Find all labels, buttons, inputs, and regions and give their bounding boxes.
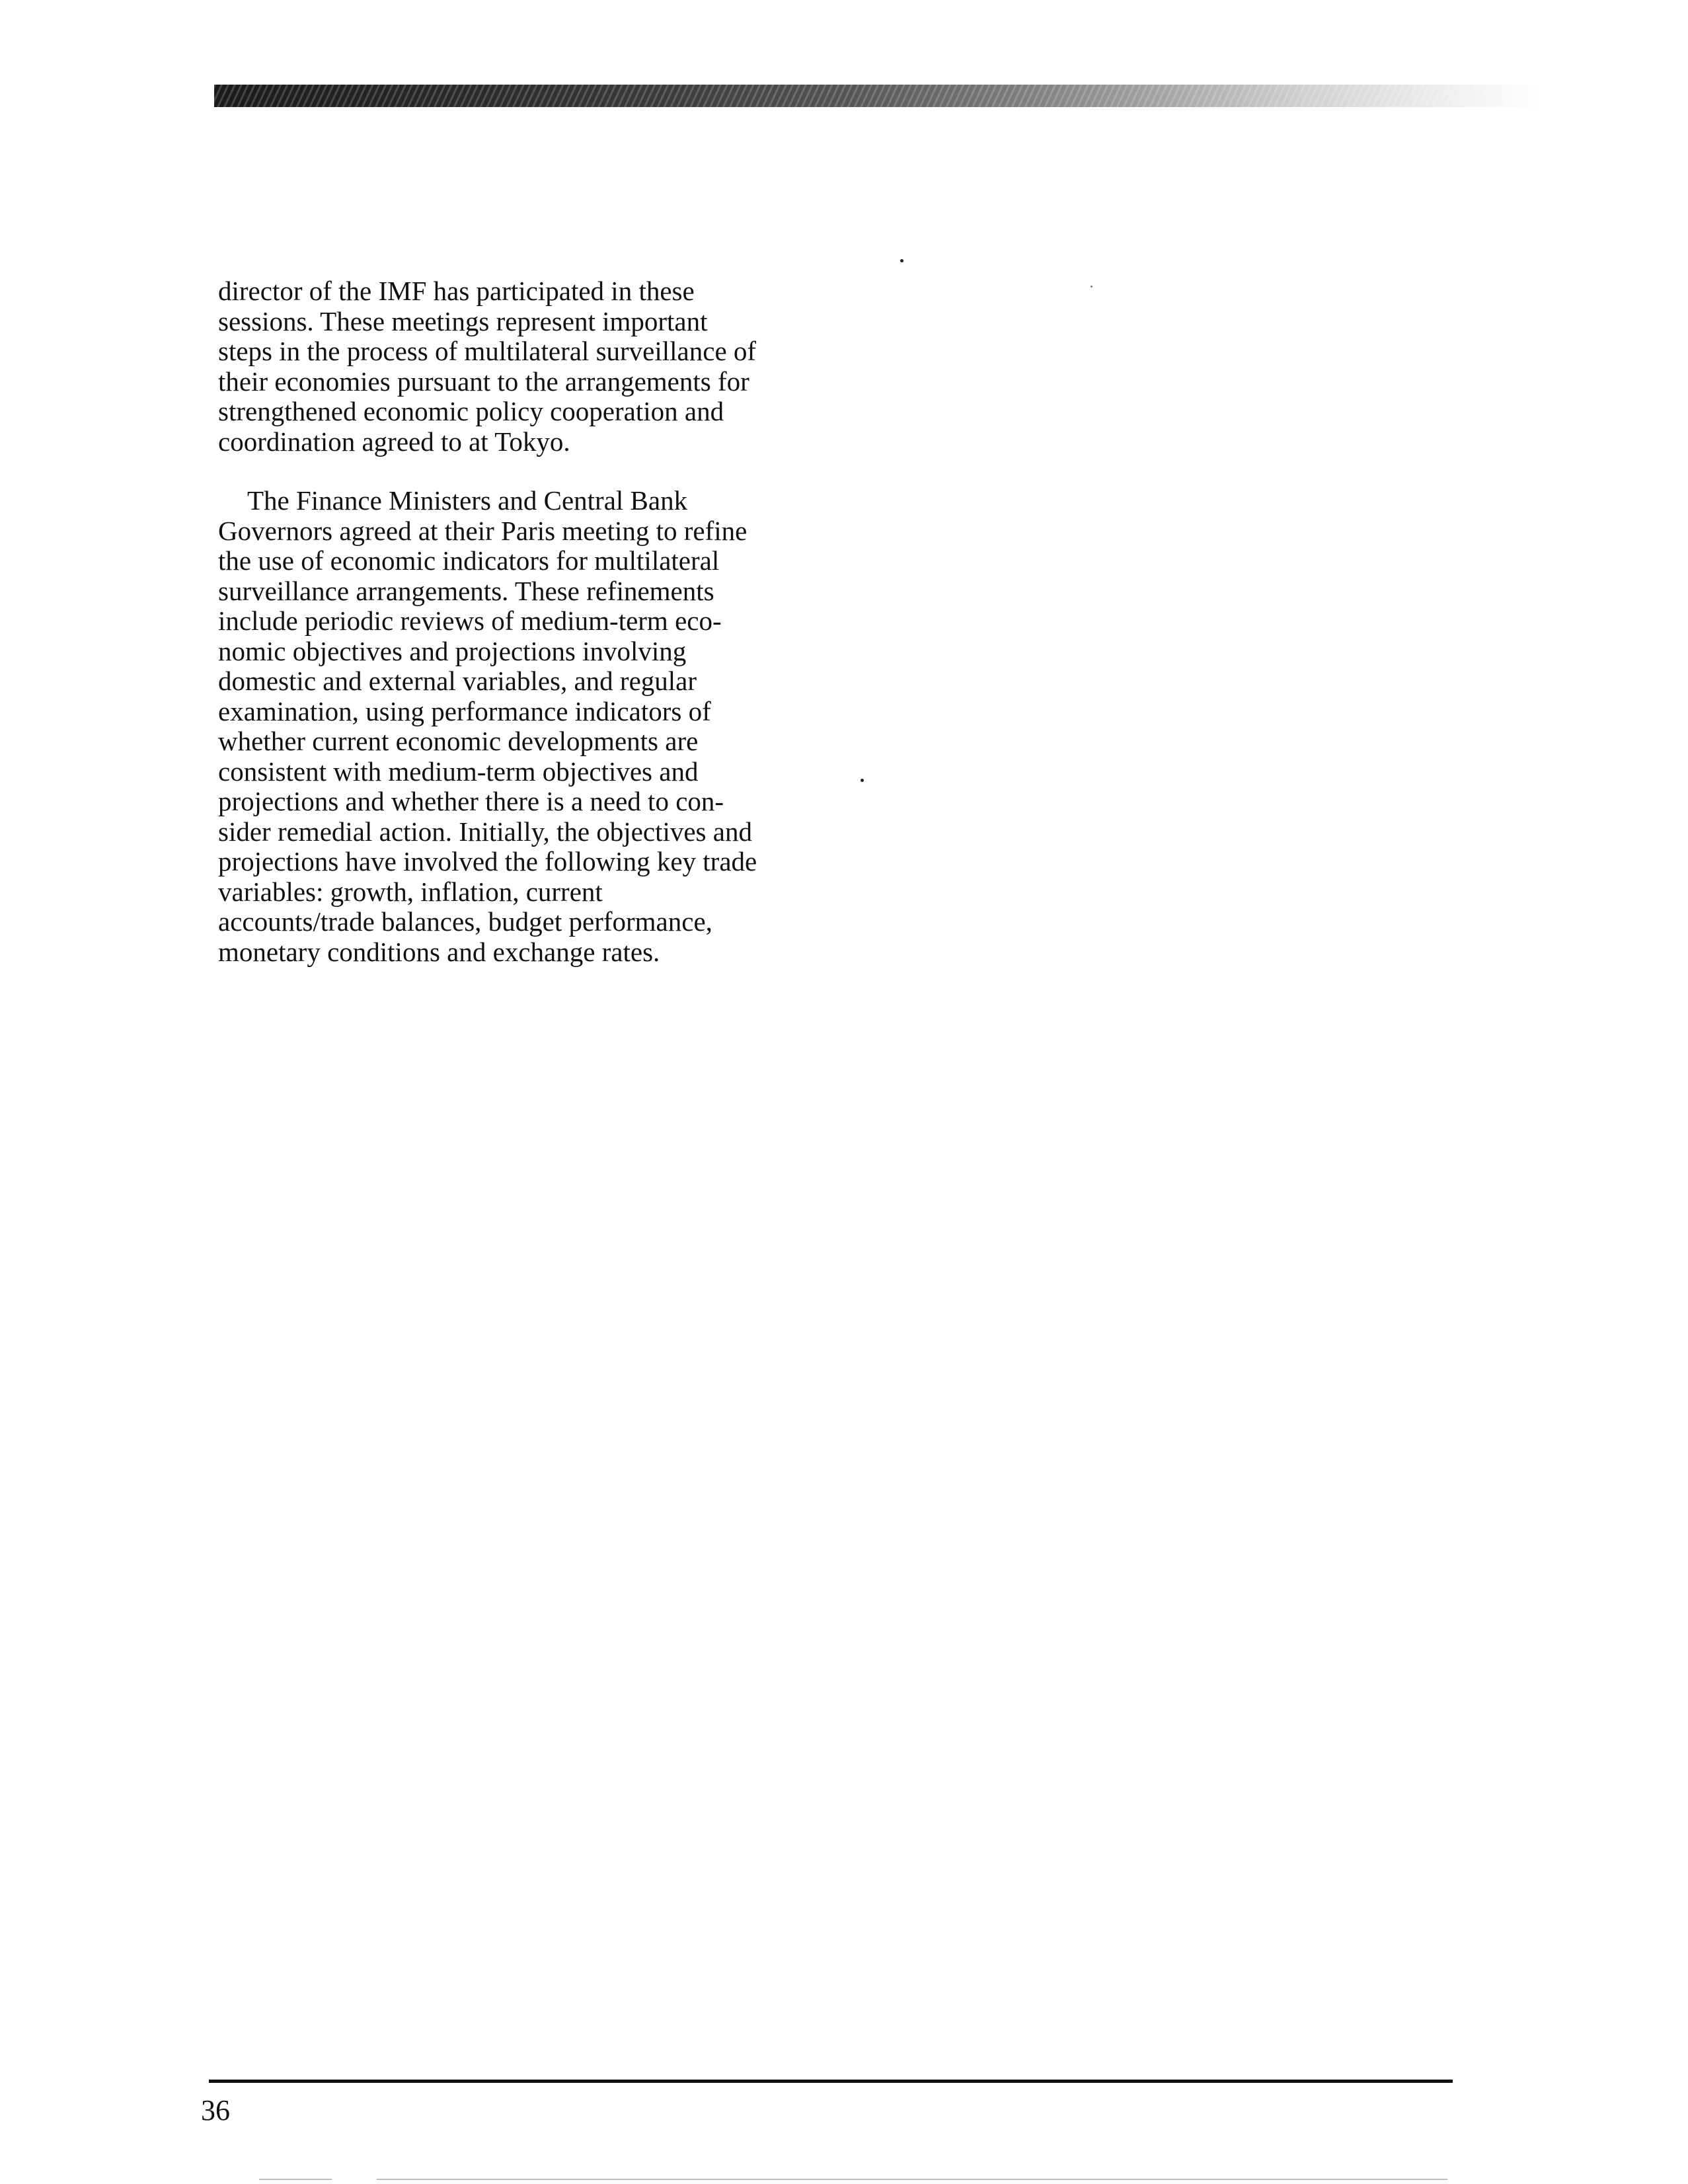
text-line: their economies pursuant to the arrangements for: [218, 366, 749, 397]
scan-artifact-line: [259, 2179, 332, 2180]
text-line: coordination agreed to at Tokyo.: [218, 426, 570, 457]
text-line: steps in the process of multilateral surveillance of: [218, 336, 757, 366]
footer-rule: [209, 2080, 1453, 2083]
scan-speck: [900, 259, 903, 262]
text-line: variables: growth, inflation, current: [218, 876, 603, 907]
text-line: domestic and external variables, and regular: [218, 666, 697, 696]
text-line: director of the IMF has participated in these: [218, 276, 695, 306]
text-line: The Finance Ministers and Central Bank: [247, 485, 688, 516]
text-line: include periodic reviews of medium-term eco-: [218, 605, 722, 636]
text-line: examination, using performance indicators of: [218, 695, 711, 726]
text-line: projections have involved the following key trade: [218, 846, 757, 877]
text-line: the use of economic indicators for multilateral: [218, 545, 720, 576]
text-line: monetary conditions and exchange rates.: [218, 936, 660, 967]
text-line: sessions. These meetings represent important: [218, 305, 708, 336]
text-line: surveillance arrangements. These refinements: [218, 575, 714, 606]
text-line: nomic objectives and projections involving: [218, 635, 687, 666]
text-line: projections and whether there is a need to con-: [218, 786, 724, 816]
text-line: accounts/trade balances, budget performance,: [218, 906, 712, 937]
scan-speck: [861, 779, 864, 782]
scan-speck: [1091, 286, 1093, 288]
text-line: strengthened economic policy cooperation and: [218, 396, 724, 426]
header-decorative-band: [214, 85, 1540, 107]
body-text: [218, 276, 813, 967]
paragraph-2: [218, 486, 813, 967]
scan-artifact-line: [377, 2179, 1447, 2180]
text-line: whether current economic developments are: [218, 726, 699, 756]
text-line: Governors agreed at their Paris meeting to refine: [218, 515, 748, 546]
text-line: sider remedial action. Initially, the objectives and: [218, 816, 752, 847]
page-number: 36: [201, 2094, 230, 2126]
paragraph-1: [218, 276, 813, 457]
text-line: consistent with medium-term objectives and: [218, 756, 699, 787]
